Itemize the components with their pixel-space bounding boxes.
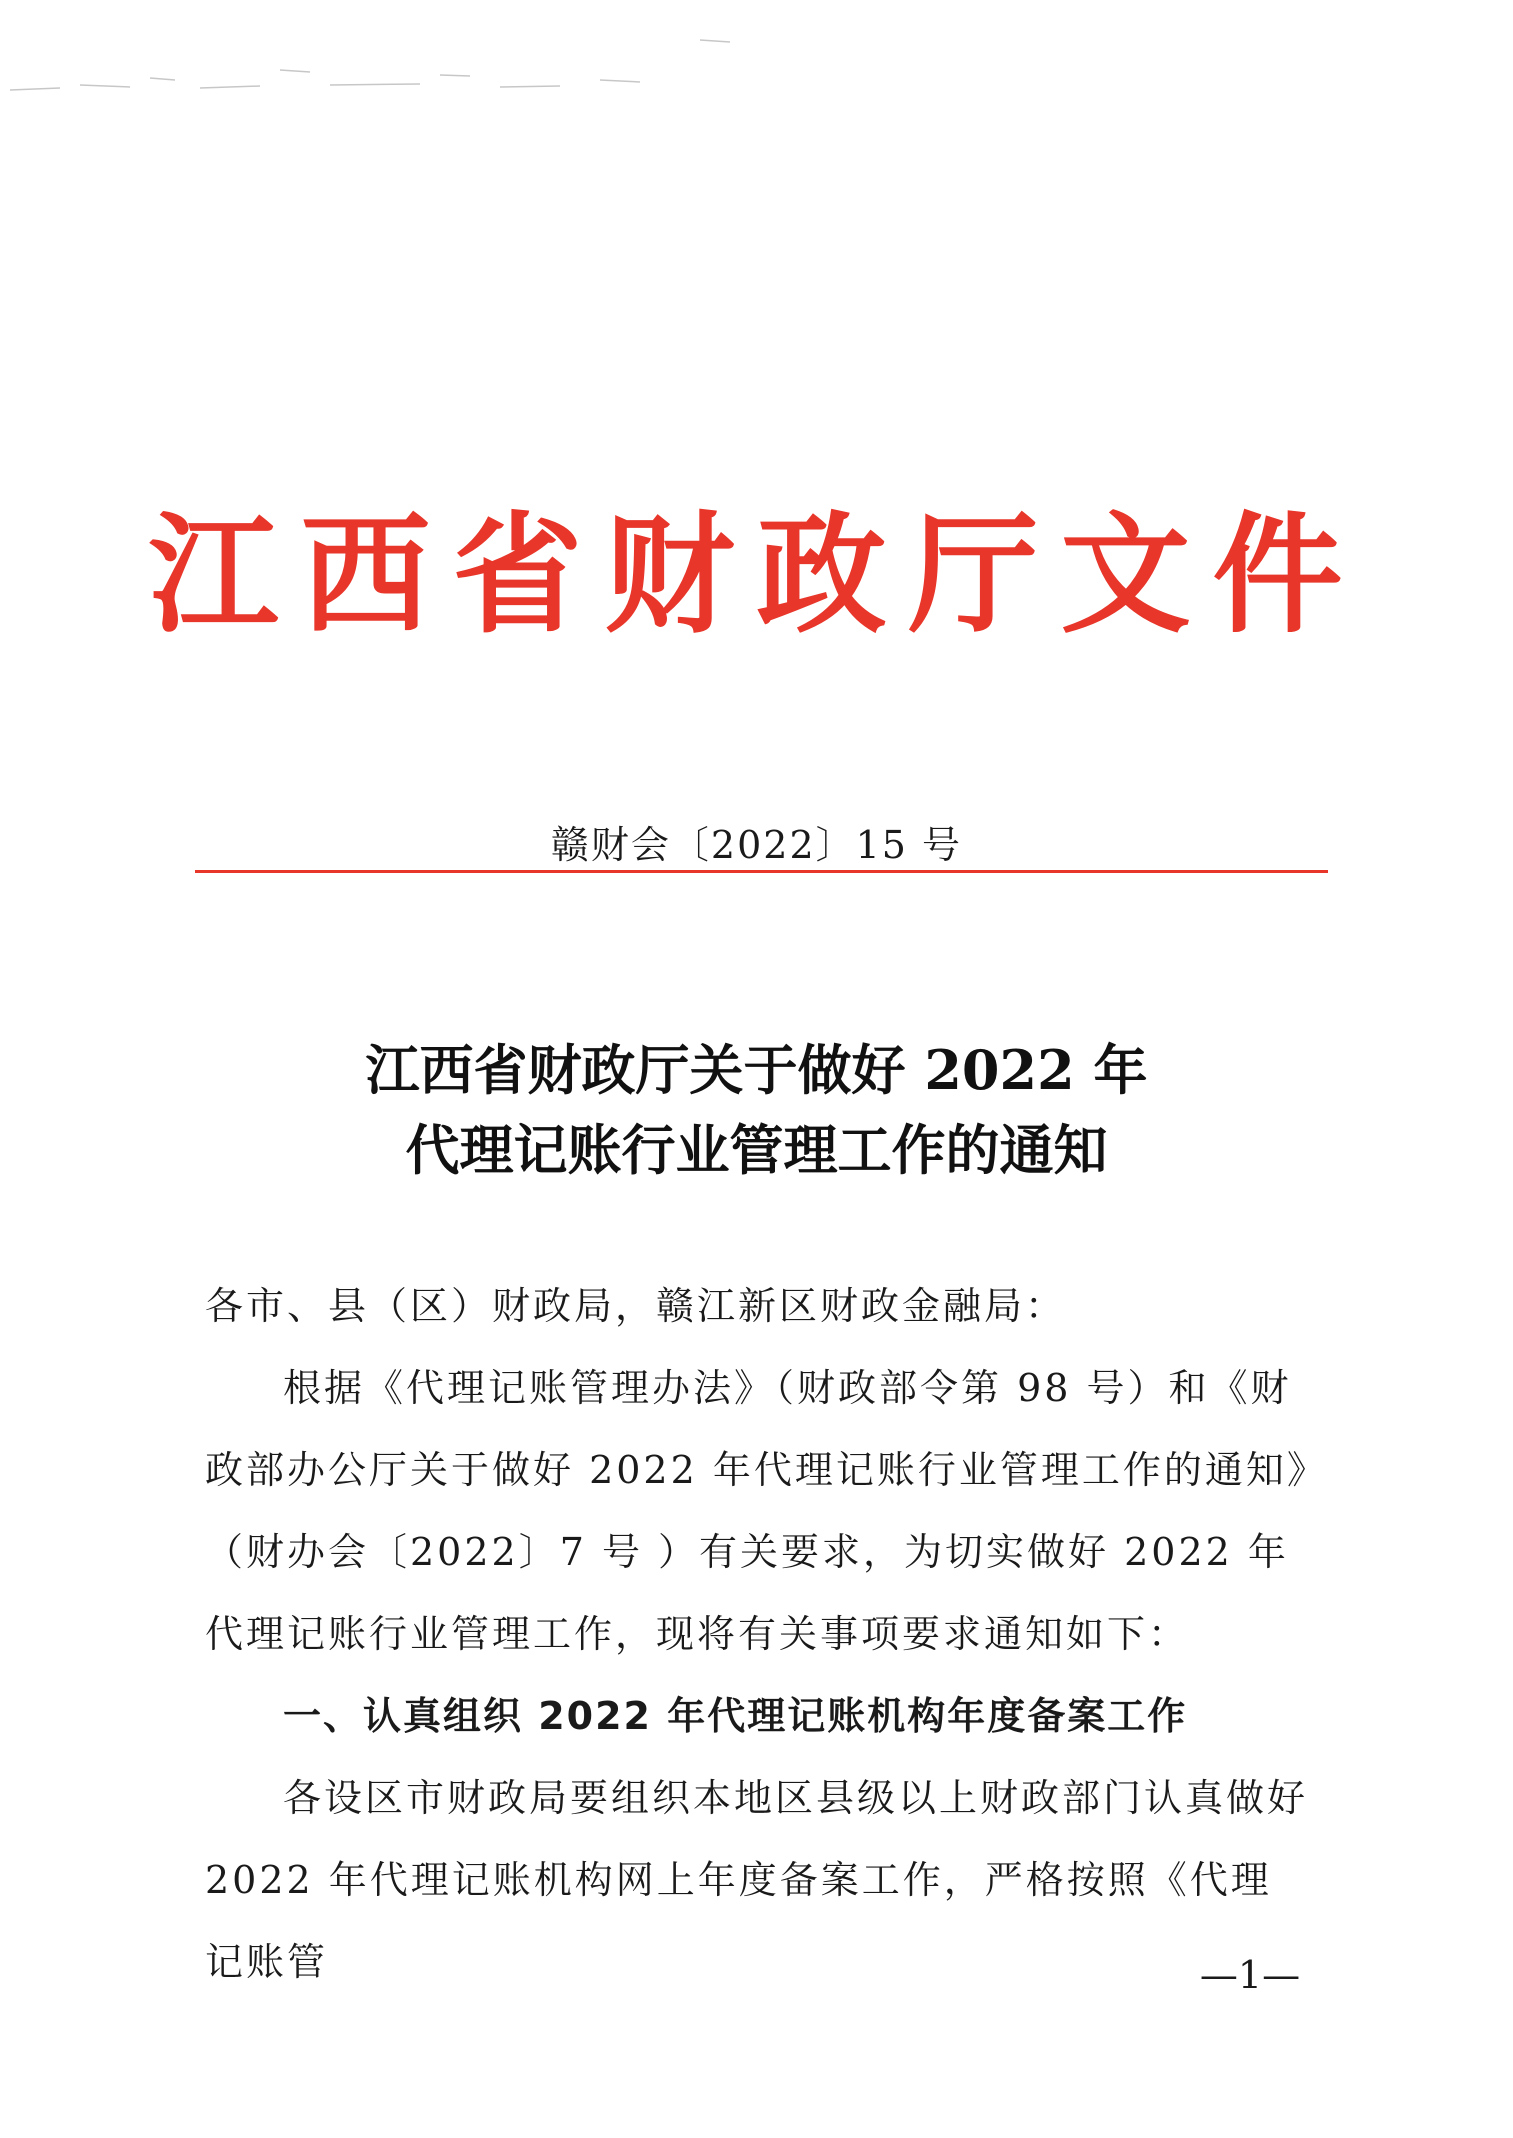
- scan-artifact-marks: [0, 30, 900, 100]
- section-heading-1: 一、认真组织 2022 年代理记账机构年度备案工作: [283, 1694, 1188, 1738]
- salutation: 各市、县（区）财政局，赣江新区财政金融局：: [205, 1284, 1067, 1328]
- notice-title-line-2: 代理记账行业管理工作的通知: [405, 1118, 1108, 1182]
- document-number: 赣财会〔2022〕15 号: [550, 823, 963, 867]
- notice-body: [205, 1265, 1310, 2003]
- page-number: —1—: [1199, 1953, 1301, 1997]
- body-paragraph-1: 根据《代理记账管理办法》（财政部令第 98 号）和《财政部办公厅关于做好 2022 年代理记账行业管理工作的通知》（财办会〔2022〕7 号 ）有关要求，为切实做好 2022 年代理记账行业管理工作，现将有关事项要求通知如下：: [205, 1366, 1309, 1656]
- notice-title-line-1: 江西省财政厅关于做好 2022 年: [365, 1038, 1148, 1102]
- red-divider-line: [195, 870, 1328, 873]
- document-header-title: 江西省财政厅文件: [148, 498, 1365, 651]
- body-paragraph-2: 各设区市财政局要组织本地区县级以上财政部门认真做好 2022 年代理记账机构网上年度备案工作，严格按照《代理记账管: [205, 1776, 1309, 1984]
